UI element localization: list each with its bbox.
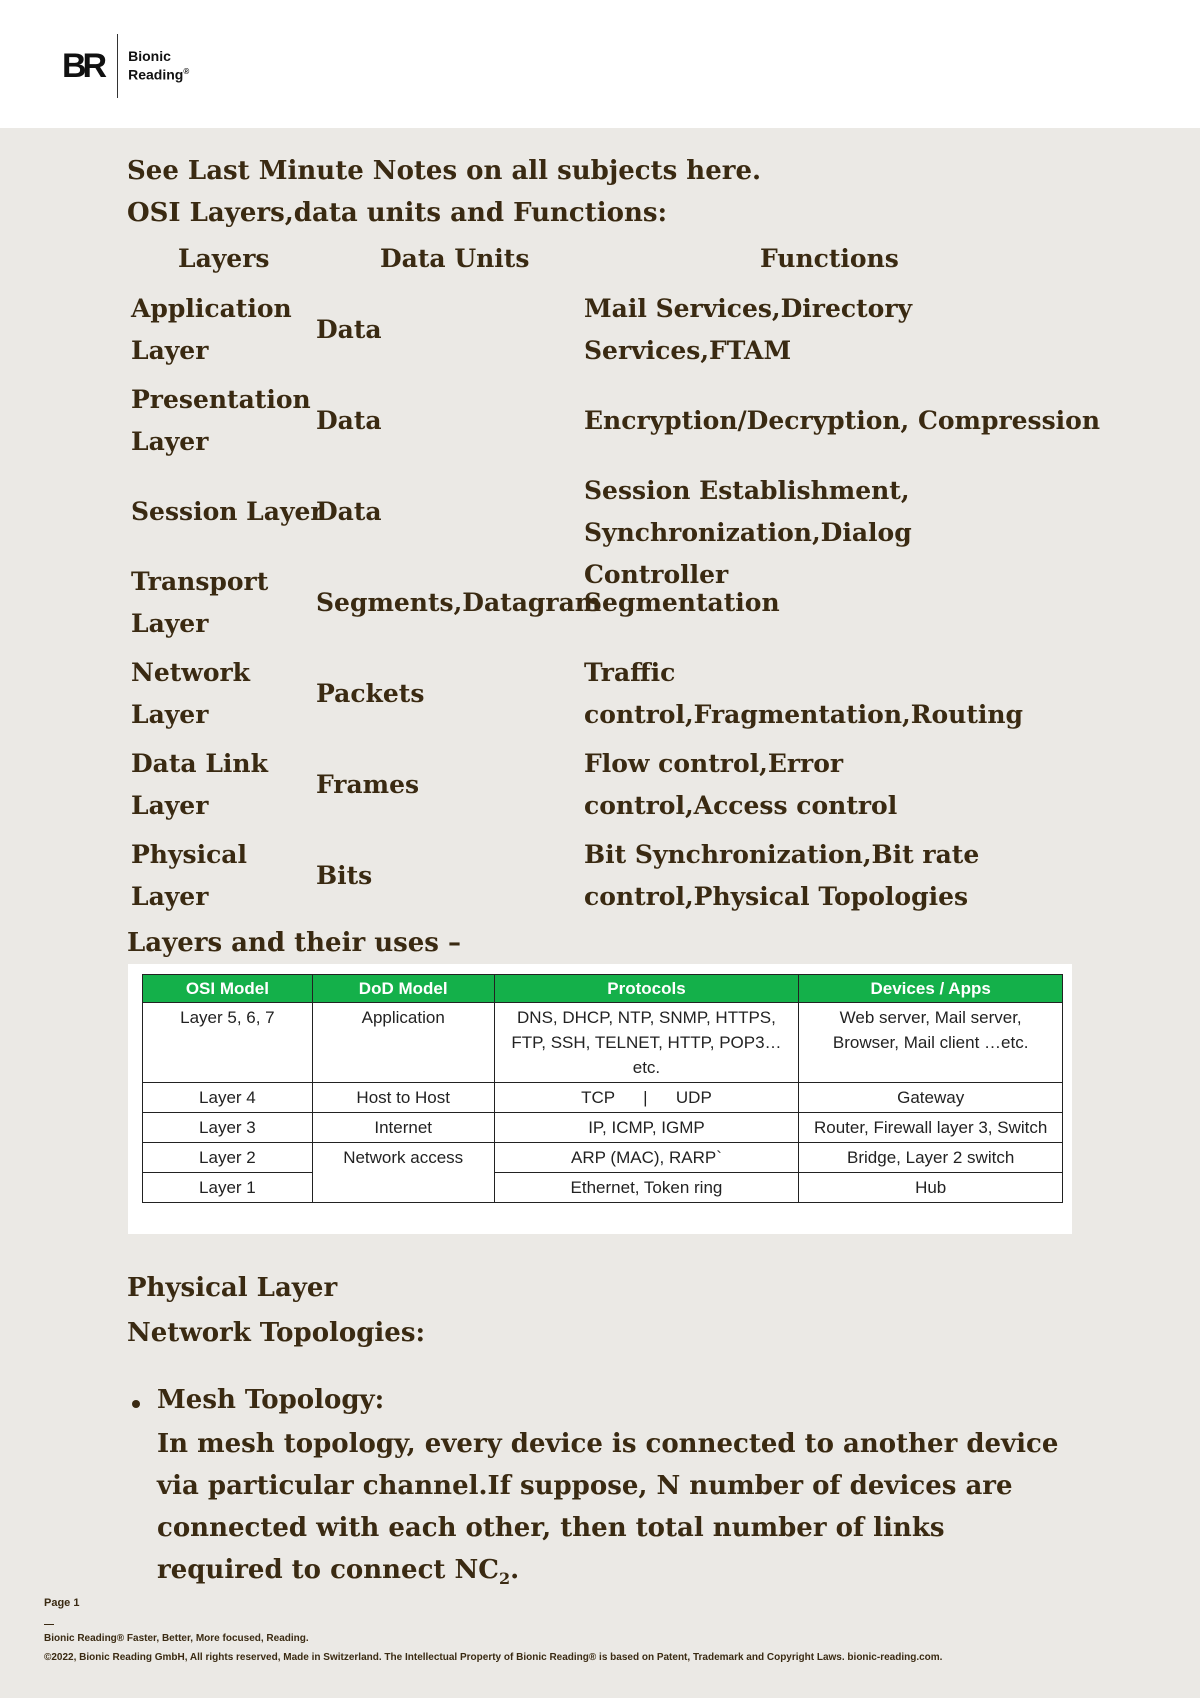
proto-devices-cell: Gateway: [799, 1083, 1063, 1113]
uses-heading: Layers and their uses –: [127, 928, 462, 958]
osi-layer-cell: Data Link Layer: [131, 749, 268, 820]
see-notes-link[interactable]: See Last Minute Notes on all subjects here.: [127, 156, 762, 186]
osi-layer-cell: Transport Layer: [131, 567, 269, 638]
osi-header-functions: Functions: [760, 244, 899, 273]
protocol-table: [142, 974, 1063, 1203]
osi-layer-cell: Application Layer: [131, 294, 292, 365]
osi-function-cell: Flow control,Error control,Access control: [584, 749, 898, 820]
proto-osi-cell: Layer 1: [143, 1173, 313, 1203]
physical-layer-heading: Physical Layer: [127, 1273, 338, 1303]
osi-unit-cell: Segments,Datagram: [316, 588, 602, 617]
proto-dod-cell: Host to Host: [312, 1083, 494, 1113]
osi-function-cell: Mail Services,Directory Services,FTAM: [584, 294, 913, 365]
bullet-dot: [132, 1400, 140, 1408]
proto-protocols-cell: DNS, DHCP, NTP, SNMP, HTTPS, FTP, SSH, TELNET, HTTP, POP3…etc.: [494, 1003, 799, 1083]
proto-devices-cell: Web server, Mail server, Browser, Mail client …etc.: [799, 1003, 1063, 1083]
proto-devices-cell: Router, Firewall layer 3, Switch: [799, 1113, 1063, 1143]
bionic-reading-logo: [62, 33, 189, 99]
proto-dod-cell: Application: [312, 1003, 494, 1083]
osi-header-units: Data Units: [380, 244, 530, 273]
proto-protocols-cell: TCP | UDP: [494, 1083, 799, 1113]
proto-devices-cell: Bridge, Layer 2 switch: [799, 1143, 1063, 1173]
page-number: Page 1: [44, 1597, 80, 1609]
mesh-topology-body: In mesh topology, every device is connected to another device via particular channel.If suppose, N number of devices are connected with each other, then total number of links required to connect $NC_2$.: [157, 1429, 1059, 1589]
proto-header-protocols: Protocols: [494, 975, 799, 1003]
proto-protocols-cell: ARP (MAC), RARP`: [494, 1143, 799, 1173]
osi-layer-cell: Presentation Layer: [131, 385, 311, 456]
proto-osi-cell: Layer 5, 6, 7: [143, 1003, 313, 1083]
proto-dod-cell: Network access: [312, 1143, 494, 1203]
proto-osi-cell: Layer 2: [143, 1143, 313, 1173]
osi-header-layers: Layers: [178, 244, 270, 273]
osi-function-cell: Segmentation: [584, 588, 780, 617]
osi-unit-cell: Data: [316, 406, 382, 435]
osi-layer-cell: Physical Layer: [131, 840, 247, 911]
table-row: [143, 1083, 1063, 1113]
osi-heading: OSI Layers,data units and Functions:: [127, 198, 668, 228]
osi-unit-cell: Data: [316, 497, 382, 526]
logo-divider: [117, 34, 118, 98]
table-row: [143, 1173, 1063, 1203]
proto-header-devices: Devices / Apps: [799, 975, 1063, 1003]
footer-dash: —: [44, 1619, 54, 1630]
osi-function-cell: Bit Synchronization,Bit rate control,Physical Topologies: [584, 840, 980, 911]
proto-devices-cell: Hub: [799, 1173, 1063, 1203]
osi-layer-cell: Session Layer: [131, 497, 324, 526]
footer-tagline: Bionic Reading® Faster, Better, More focused, Reading.: [44, 1633, 309, 1644]
osi-function-cell: Session Establishment, Synchronization,Dialog Controller: [584, 476, 912, 589]
proto-osi-cell: Layer 4: [143, 1083, 313, 1113]
table-row: [143, 1113, 1063, 1143]
proto-protocols-cell: IP, ICMP, IGMP: [494, 1113, 799, 1143]
osi-unit-cell: Frames: [316, 770, 420, 799]
protocol-table-image: [128, 964, 1072, 1234]
footer-copyright: ©2022, Bionic Reading GmbH, All rights reserved, Made in Switzerland. The Intellectual Property of Bionic Reading® is based on Patent, Trademark and Copyright Laws. bionic-reading.com.: [44, 1652, 943, 1663]
proto-protocols-cell: Ethernet, Token ring: [494, 1173, 799, 1203]
proto-osi-cell: Layer 3: [143, 1113, 313, 1143]
subscript: 2: [498, 1569, 511, 1589]
osi-unit-cell: Packets: [316, 679, 425, 708]
proto-header-osi: OSI Model: [143, 975, 313, 1003]
mesh-topology-title: Mesh Topology:: [157, 1385, 385, 1415]
network-topologies-heading: Network Topologies:: [127, 1318, 426, 1348]
osi-unit-cell: Data: [316, 315, 382, 344]
osi-unit-cell: Bits: [316, 861, 373, 890]
osi-function-cell: Encryption/Decryption, Compression: [584, 406, 1101, 435]
proto-dod-cell: Internet: [312, 1113, 494, 1143]
osi-layer-cell: Network Layer: [131, 658, 250, 729]
logo-mark: BR: [62, 46, 104, 85]
logo-wordmark: Bionic Reading®: [128, 48, 190, 83]
page-header: [0, 0, 1200, 128]
osi-function-cell: Traffic control,Fragmentation,Routing: [584, 658, 1024, 729]
table-row: [143, 1143, 1063, 1173]
proto-header-dod: DoD Model: [312, 975, 494, 1003]
table-row: [143, 1003, 1063, 1083]
